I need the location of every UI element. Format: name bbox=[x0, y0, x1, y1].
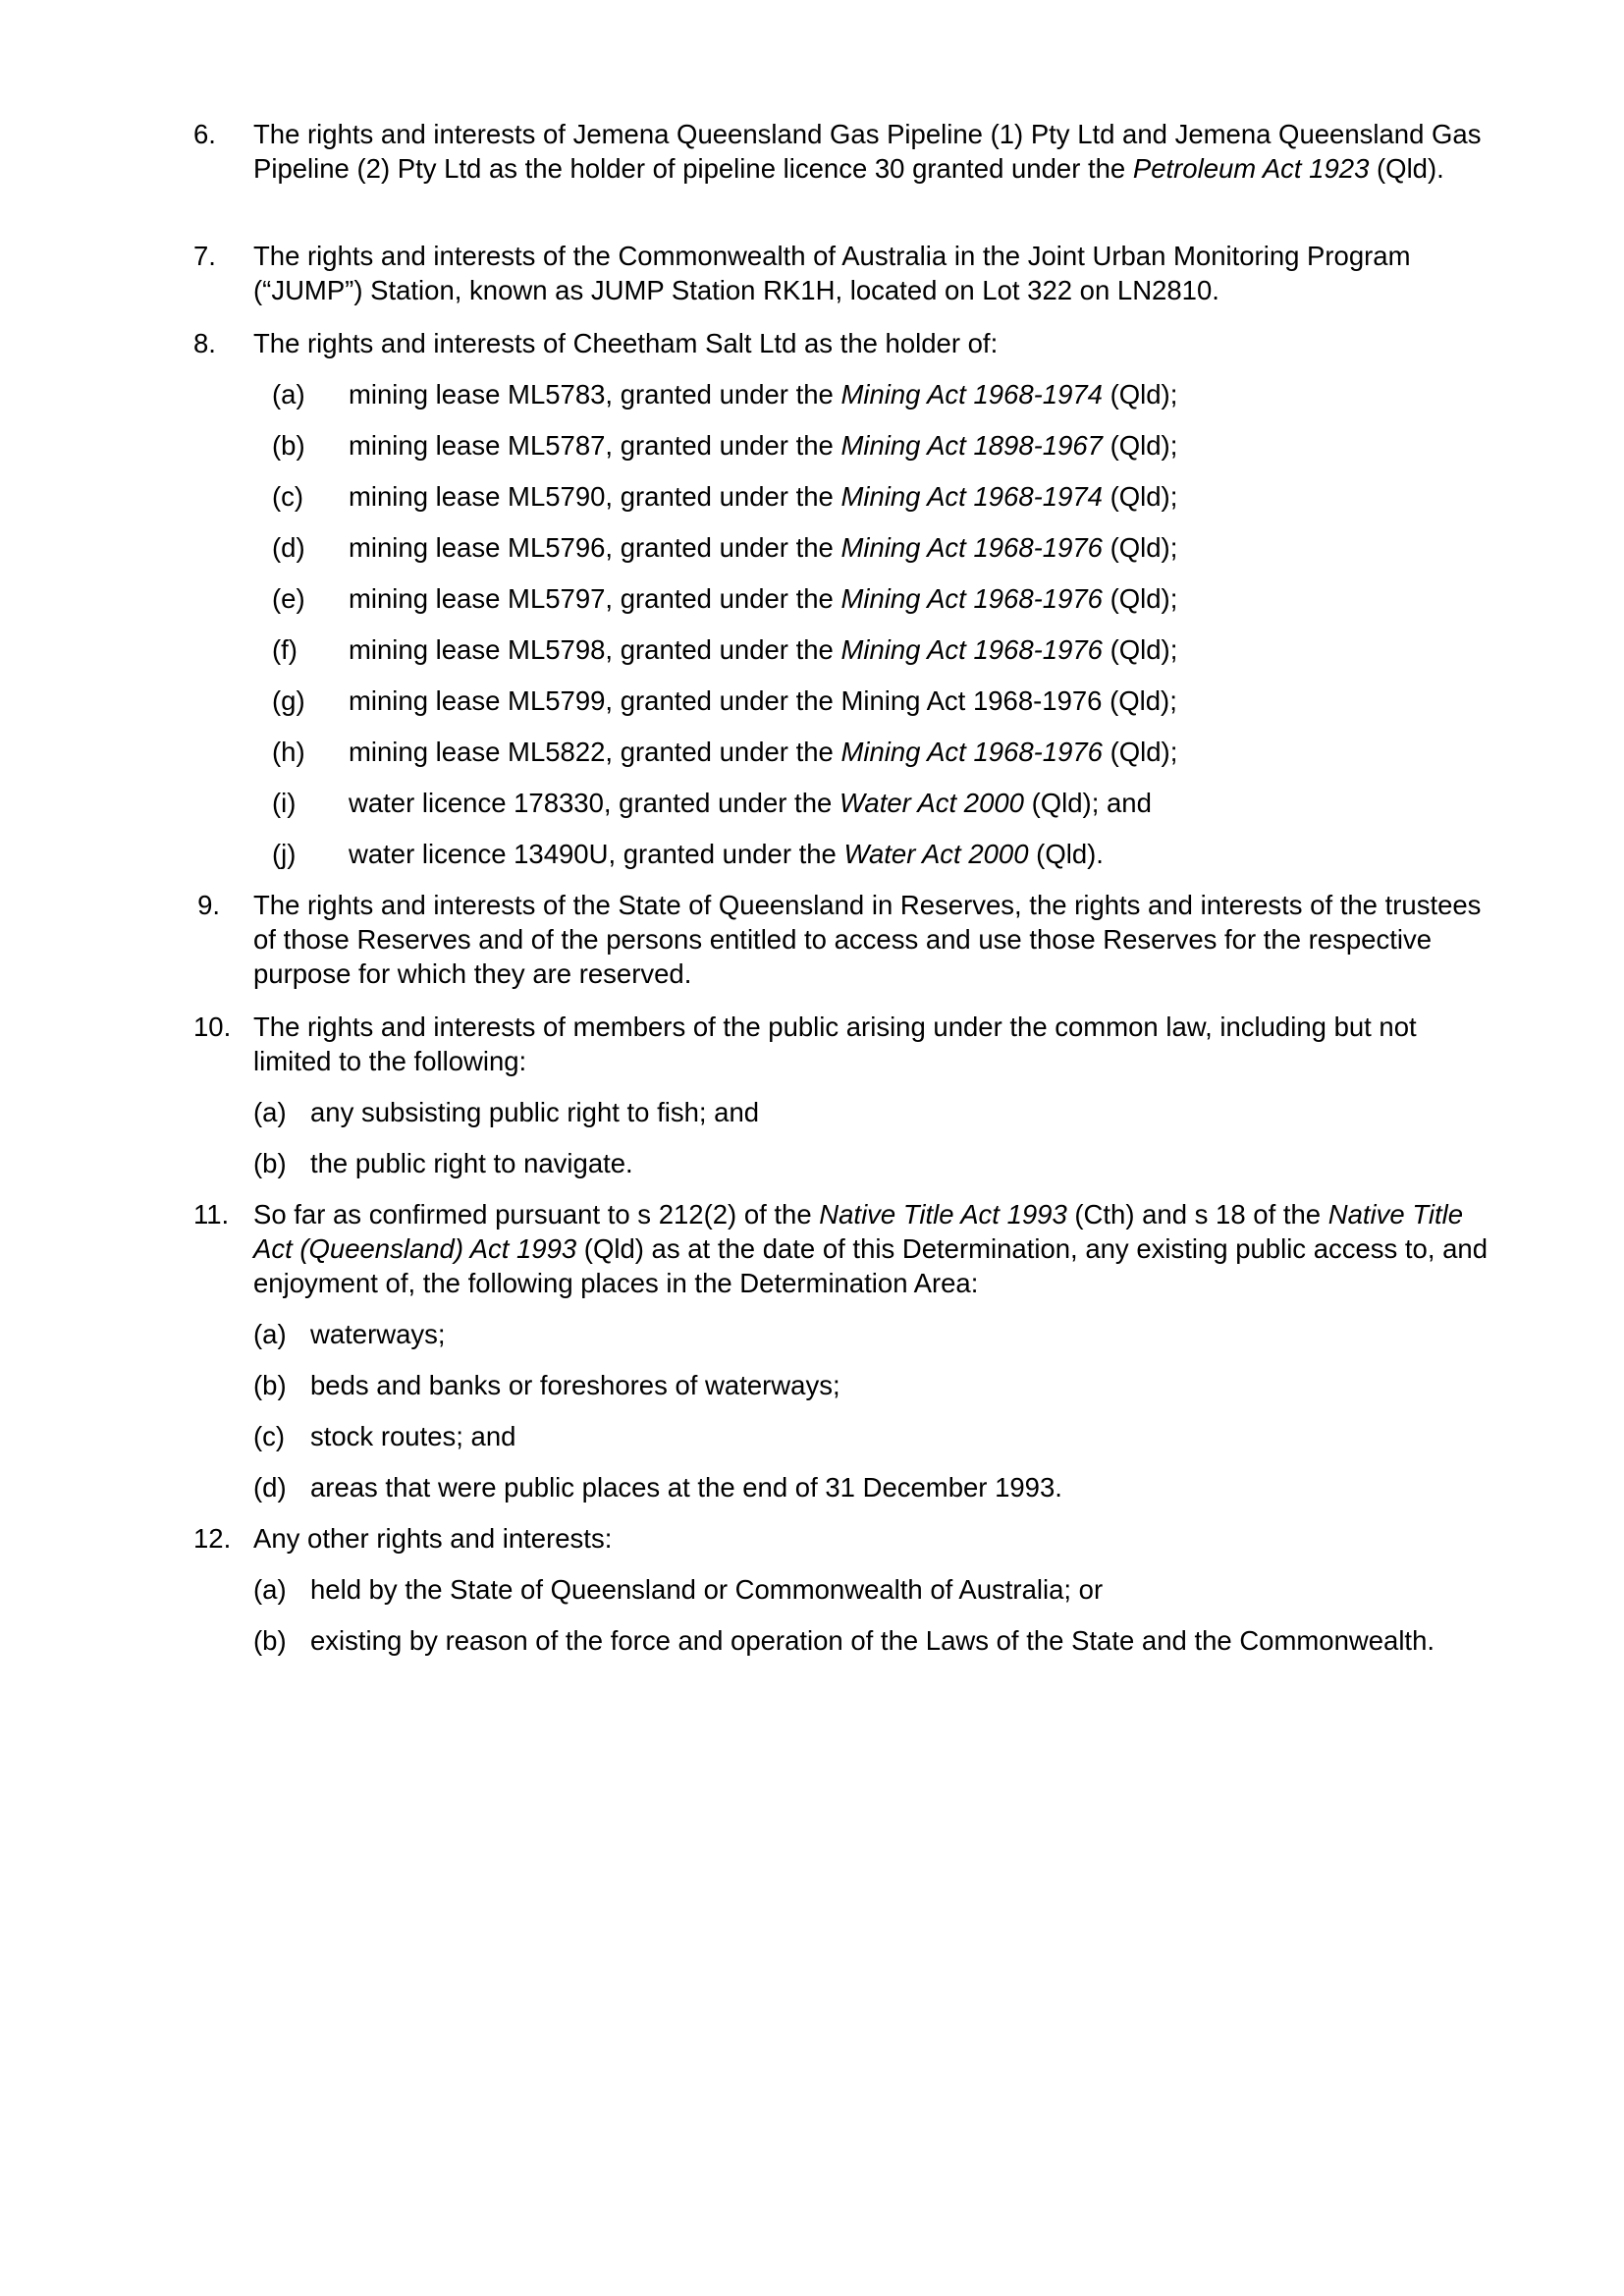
act-title: Mining Act 1968-1976 bbox=[840, 532, 1103, 563]
subitem-label: (a) bbox=[253, 1574, 287, 1605]
text-run: mining lease ML5787, granted under the bbox=[349, 430, 841, 461]
subitem-label: (b) bbox=[253, 1370, 287, 1400]
subitem-label: (b) bbox=[272, 430, 305, 461]
item-text bbox=[253, 1197, 1490, 1300]
act-title: Native Title Act (Queensland) Act 1993 bbox=[253, 1199, 1464, 1264]
act-title: Mining Act 1968-1974 bbox=[840, 481, 1103, 512]
act-title: Mining Act 1968-1974 bbox=[840, 379, 1103, 410]
subitem-text bbox=[349, 632, 1177, 667]
text-run: The rights and interests of Jemena Queensland Gas Pipeline (1) Pty Ltd and Jemena Queensland Gas Pipeline (2) Pty Ltd as the holder of pipeline licence 30 granted under the bbox=[253, 119, 1482, 184]
subitem-text bbox=[349, 428, 1177, 463]
subitem-text: areas that were public places at the end of 31 December 1993. bbox=[310, 1472, 1062, 1503]
act-title: Mining Act 1968-1976 bbox=[840, 634, 1103, 665]
subitem-label: (e) bbox=[272, 583, 305, 614]
subitem-text bbox=[349, 837, 1104, 871]
subitem-text: any subsisting public right to fish; and bbox=[310, 1097, 760, 1127]
text-run: mining lease ML5799, granted under the Mining Act 1968-1976 (Qld); bbox=[349, 685, 1177, 716]
text-run: (Qld); bbox=[1102, 430, 1178, 461]
text-run: mining lease ML5798, granted under the bbox=[349, 634, 841, 665]
text-run: mining lease ML5822, granted under the bbox=[349, 737, 841, 767]
subitem-label: (j) bbox=[272, 839, 297, 869]
item-text: The rights and interests of the State of Queensland in Reserves, the rights and interests of the trustees of those Reserves and of the persons entitled to access and use those Reserves for the respective purpose for which they are reserved. bbox=[253, 890, 1482, 989]
subitem-text: existing by reason of the force and operation of the Laws of the State and the Commonwealth. bbox=[310, 1625, 1435, 1656]
subitem-label: (a) bbox=[253, 1319, 287, 1349]
item-text: The rights and interests of the Commonwealth of Australia in the Joint Urban Monitoring Program (“JUMP”) Station, known as JUMP Station RK1H, located on Lot 322 on LN2810. bbox=[253, 241, 1411, 305]
subitem-label: (h) bbox=[272, 737, 305, 767]
subitem-text bbox=[349, 786, 1152, 820]
item-number: 8. bbox=[193, 328, 216, 358]
act-title: Petroleum Act 1923 bbox=[1132, 153, 1370, 184]
subitem-label: (a) bbox=[253, 1097, 287, 1127]
subitem-label: (i) bbox=[272, 788, 297, 818]
subitem-label: (b) bbox=[253, 1625, 287, 1656]
item-number: 9. bbox=[197, 890, 220, 920]
subitem-label: (g) bbox=[272, 685, 305, 716]
text-run: (Qld); bbox=[1102, 737, 1178, 767]
item-text bbox=[253, 117, 1490, 186]
subitem-label: (b) bbox=[253, 1148, 287, 1178]
subitem-text: held by the State of Queensland or Commonwealth of Australia; or bbox=[310, 1574, 1104, 1605]
subitem-label: (d) bbox=[272, 532, 305, 563]
subitem-text bbox=[349, 683, 1177, 718]
text-run: water licence 178330, granted under the bbox=[349, 788, 839, 818]
subitem-label: (c) bbox=[253, 1421, 286, 1451]
act-title: Mining Act 1898-1967 bbox=[840, 430, 1103, 461]
text-run: So far as confirmed pursuant to s 212(2) of the bbox=[253, 1199, 820, 1230]
item-text: The rights and interests of Cheetham Salt Ltd as the holder of: bbox=[253, 328, 999, 358]
subitem-label: (a) bbox=[272, 379, 305, 410]
act-title: Native Title Act 1993 bbox=[819, 1199, 1067, 1230]
item-text: The rights and interests of members of the public arising under the common law, including but not limited to the following: bbox=[253, 1011, 1417, 1076]
item-number: 10. bbox=[193, 1011, 232, 1042]
text-run: mining lease ML5796, granted under the bbox=[349, 532, 841, 563]
text-run: (Qld); bbox=[1102, 583, 1178, 614]
text-run: mining lease ML5783, granted under the bbox=[349, 379, 841, 410]
text-run: (Qld) as at the date of this Determination, any existing public access to, and enjoyment of, the following places in the Determination Area: bbox=[253, 1233, 1489, 1298]
subitem-text bbox=[349, 581, 1177, 616]
subitem-text bbox=[349, 479, 1177, 514]
text-run: (Qld). bbox=[1369, 153, 1444, 184]
subitem-text bbox=[349, 530, 1177, 565]
text-run: mining lease ML5797, granted under the bbox=[349, 583, 841, 614]
subitem-text bbox=[349, 735, 1177, 769]
item-number: 11. bbox=[193, 1199, 230, 1230]
subitem-label: (c) bbox=[272, 481, 304, 512]
subitem-text: stock routes; and bbox=[310, 1421, 516, 1451]
item-number: 6. bbox=[193, 119, 216, 149]
text-run: (Cth) and s 18 of the bbox=[1066, 1199, 1328, 1230]
subitem-label: (f) bbox=[272, 634, 298, 665]
text-run: mining lease ML5790, granted under the bbox=[349, 481, 841, 512]
text-run: water licence 13490U, granted under the bbox=[349, 839, 844, 869]
act-title: Water Act 2000 bbox=[839, 788, 1024, 818]
subitem-text bbox=[349, 377, 1177, 411]
text-run: (Qld); and bbox=[1023, 788, 1152, 818]
act-title: Mining Act 1968-1976 bbox=[840, 737, 1103, 767]
text-run: (Qld); bbox=[1102, 481, 1178, 512]
subitem-text: the public right to navigate. bbox=[310, 1148, 633, 1178]
act-title: Mining Act 1968-1976 bbox=[840, 583, 1103, 614]
subitem-label: (d) bbox=[253, 1472, 287, 1503]
text-run: (Qld); bbox=[1102, 532, 1178, 563]
text-run: (Qld); bbox=[1102, 634, 1178, 665]
subitem-text: waterways; bbox=[310, 1319, 446, 1349]
item-number: 7. bbox=[193, 241, 216, 271]
text-run: (Qld). bbox=[1028, 839, 1104, 869]
act-title: Water Act 2000 bbox=[843, 839, 1029, 869]
item-text: Any other rights and interests: bbox=[253, 1523, 613, 1554]
subitem-text: beds and banks or foreshores of waterways; bbox=[310, 1370, 840, 1400]
item-number: 12. bbox=[193, 1523, 232, 1554]
text-run: (Qld); bbox=[1102, 379, 1178, 410]
